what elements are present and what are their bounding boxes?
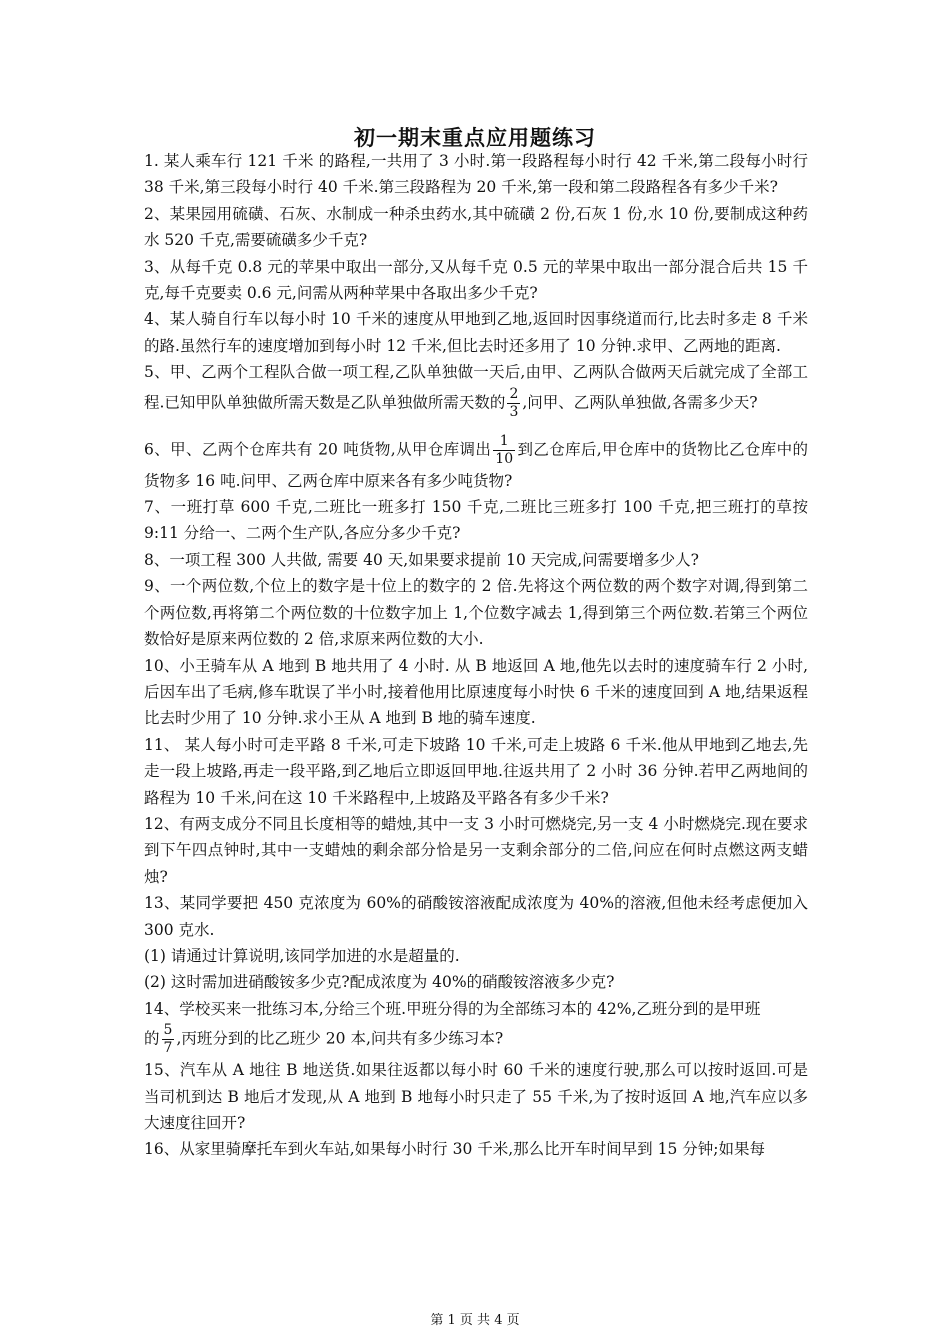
problem-14-text-b: ,丙班分到的比乙班少 20 本,问共有多少练习本? (176, 1029, 504, 1048)
fraction-denominator: 3 (509, 403, 519, 420)
fraction-one-tenth (493, 433, 515, 468)
problem-8: 8、一项工程 300 人共做, 需要 40 天,如果要求提前 10 天完成,问需要增多少人? (144, 550, 699, 569)
problem-15: 15、汽车从 A 地往 B 地送货.如果往返都以每小时 60 千米的速度行驶,那么可以按时返回.可是当司机到达 B 地后才发现,从 A 地到 B 地每小时只走了 55 千米,为了按时返回 A 地,汽车应以多大速度往回开? (144, 1061, 808, 1132)
fraction-numerator: 5 (163, 1022, 173, 1039)
problem-6 (144, 433, 808, 494)
problem-2: 2、某果园用硫磺、石灰、水制成一种杀虫药水,其中硫磺 2 份,石灰 1 份,水 10 份,要制成这种药水 520 千克,需要硫磺多少千克? (144, 204, 808, 250)
problem-7: 7、一班打草 600 千克,二班比一班多打 150 千克,二班比三班多打 100 千克,把三班打的草按 9:11 分给一、二两个生产队,各应分多少千克? (144, 498, 808, 543)
problem-14-text-a: 的 (144, 1029, 160, 1048)
problem-11: 11、 某人每小时可走平路 8 千米,可走下坡路 10 千米,可走上坡路 6 千米.他从甲地到乙地去,先走一段上坡路,再走一段平路,到乙地后立即返回甲地.往返共用了 2 小时 36 分钟.若甲乙两地间的路程为 10 千米,问在这 10 千米路程中,上坡路及平路各有多少千米? (144, 735, 808, 807)
problem-5 (144, 359, 808, 420)
page-title: 初一期末重点应用题练习 (354, 125, 596, 150)
problem-16: 16、从家里骑摩托车到火车站,如果每小时行 30 千米,那么比开车时间早到 15 分钟;如果每 (144, 1140, 765, 1159)
fraction-numerator: 1 (493, 433, 515, 451)
problem-14-line-1: 14、学校买来一批练习本,分给三个班.甲班分得的为全部练习本的 42%,乙班分到的是甲班 (144, 999, 761, 1018)
fraction-numerator: 2 (509, 385, 519, 402)
problem-13-part-2: (2) 这时需加进硝酸铵多少克?配成浓度为 40%的硝酸铵溶液多少克? (144, 973, 615, 992)
problem-14-line-2 (144, 1022, 808, 1057)
problem-12: 12、有两支成分不同且长度相等的蜡烛,其中一支 3 小时可燃烧完,另一支 4 小时燃烧完.现在要求到下午四点钟时,其中一支蜡烛的剩余部分恰是另一支剩余部分的二倍,问应在何时点燃这两支蜡烛? (144, 814, 808, 886)
fraction-two-thirds (507, 386, 520, 421)
problem-6-text-b: 到乙仓库后,甲仓库中的货物比乙仓库中的货物多 16 吨.问甲、乙两仓库中原来各有多少吨货物? (144, 440, 808, 490)
fraction-five-sevenths (162, 1022, 175, 1057)
problem-13: 13、某同学要把 450 克浓度为 60%的硝酸铵溶液配成浓度为 40%的溶液,但他未经考虑便加入 300 克水. (144, 894, 808, 939)
problem-9: 9、一个两位数,个位上的数字是十位上的数字的 2 倍.先将这个两位数的两个数字对调,得到第二个两位数,再将第二个两位数的十位数字加上 1,个位数字减去 1,得到第三个两位数.若第三个两位数恰好是原来两位数的 2 倍,求原来两位数的大小. (144, 577, 808, 649)
problem-13-part-1: (1) 请通过计算说明,该同学加进的水是超量的. (144, 946, 460, 965)
fraction-denominator: 7 (163, 1040, 173, 1057)
fraction-denominator: 10 (495, 450, 514, 467)
problem-5-text-a: 5、甲、乙两个工程队合做一项工程,乙队单独做一天后,由甲、乙两队合做两天后就完成了全部工程.已知甲队单独做所需天数是乙队单独做所需天数的 (144, 363, 808, 412)
problem-6-text-a: 6、甲、乙两个仓库共有 20 吨货物,从甲仓库调出 (144, 440, 492, 459)
problem-5-text-b: ,问甲、乙两队单独做,各需多少天? (522, 393, 758, 412)
problem-list (144, 148, 808, 1163)
problem-4: 4、某人骑自行车以每小时 10 千米的速度从甲地到乙地,返回时因事绕道而行,比去时多走 8 千米的路.虽然行车的速度增加到每小时 12 千米,但比去时还多用了 10 分钟.求甲、乙两地的距离. (144, 310, 808, 355)
problem-10: 10、小王骑车从 A 地到 B 地共用了 4 小时. 从 B 地返回 A 地,他先以去时的速度骑车行 2 小时,后因车出了毛病,修车耽误了半小时,接着他用比原速度每小时快 6 千米的速度回到 A 地,结果返程比去时少用了 10 分钟.求小王从 A 地到 B 地的骑车速度. (144, 656, 808, 728)
problem-3: 3、从每千克 0.8 元的苹果中取出一部分,又从每千克 0.5 元的苹果中取出一部分混合后共 15 千克,每千克要卖 0.6 元,问需从两种苹果中各取出多少千克? (144, 257, 808, 303)
problem-1: 1. 某人乘车行 121 千米 的路程,一共用了 3 小时.第一段路程每小时行 42 千米,第二段每小时行 38 千米,第三段每小时行 40 千米.第三段路程为 20 千米,第一段和第二段路程各有多少千米? (144, 152, 808, 197)
page-footer: 第 1 页 共 4 页 (430, 1313, 520, 1328)
